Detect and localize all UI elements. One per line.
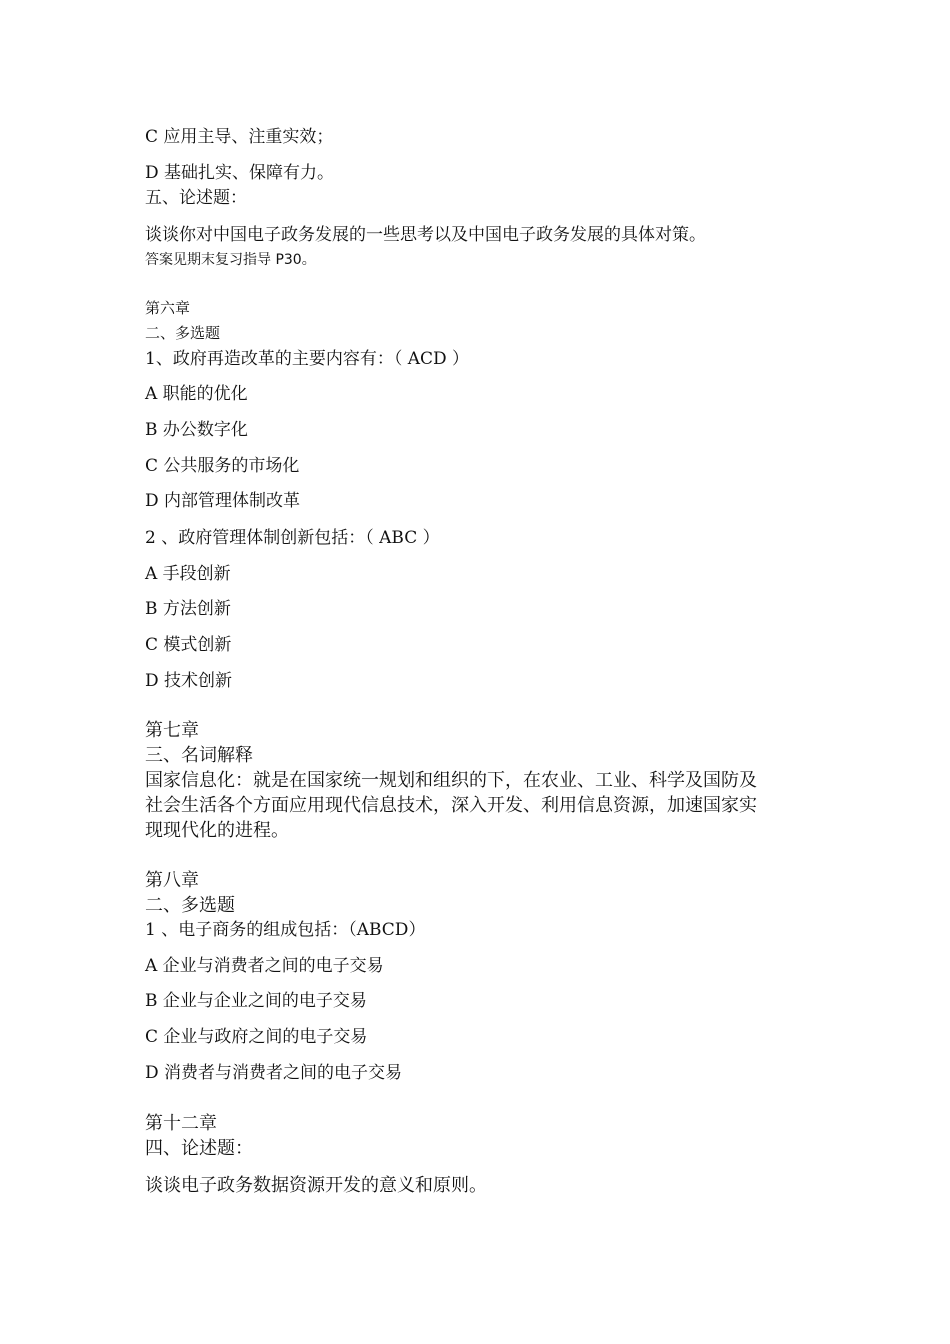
- answer-note: 答案见期末复习指导 P30。: [145, 252, 316, 268]
- chapter-8-title: 第八章: [145, 870, 199, 891]
- chapter-6-section: 二、多选题: [145, 324, 221, 342]
- ch8-q1-option-c: C 企业与政府之间的电子交易: [145, 1027, 368, 1047]
- essay-question: 谈谈你对中国电子政务发展的一些思考以及中国电子政务发展的具体对策。: [145, 225, 706, 245]
- ch6-question-2: 2 、政府管理体制创新包括：（ ABC ）: [145, 528, 440, 548]
- ch6-q2-option-b: B 方法创新: [145, 599, 231, 619]
- definition-line-3: 现现代化的进程。: [145, 820, 289, 841]
- chapter-8-section: 二、多选题: [145, 895, 235, 916]
- ch8-question-1: 1 、电子商务的组成包括：（ABCD）: [145, 920, 426, 940]
- ch8-q1-option-b: B 企业与企业之间的电子交易: [145, 991, 367, 1011]
- chapter-7-section: 三、名词解释: [145, 745, 253, 766]
- ch6-q1-option-b: B 办公数字化: [145, 420, 248, 440]
- definition-line-1: 国家信息化：就是在国家统一规划和组织的下，在农业、工业、科学及国防及: [145, 770, 757, 791]
- ch6-q2-option-a: A 手段创新: [145, 564, 231, 584]
- ch6-q1-option-c: C 公共服务的市场化: [145, 456, 300, 476]
- essay-heading: 五、论述题：: [145, 188, 247, 208]
- ch6-q1-option-d: D 内部管理体制改革: [145, 491, 301, 511]
- ch6-question-1: 1、政府再造改革的主要内容有：（ ACD ）: [145, 349, 470, 369]
- chapter-12-section: 四、论述题：: [145, 1138, 253, 1159]
- ch6-q2-option-d: D 技术创新: [145, 671, 233, 691]
- chapter-6-title: 第六章: [145, 299, 191, 317]
- ch8-q1-option-d: D 消费者与消费者之间的电子交易: [145, 1063, 403, 1083]
- option-d: D 基础扎实、保障有力。: [145, 163, 335, 183]
- ch6-q2-option-c: C 模式创新: [145, 635, 232, 655]
- chapter-12-title: 第十二章: [145, 1113, 217, 1134]
- ch8-q1-option-a: A 企业与消费者之间的电子交易: [145, 956, 384, 976]
- ch12-essay-question: 谈谈电子政务数据资源开发的意义和原则。: [145, 1175, 487, 1196]
- chapter-7-title: 第七章: [145, 720, 199, 741]
- option-c: C 应用主导、注重实效；: [145, 127, 334, 147]
- definition-line-2: 社会生活各个方面应用现代信息技术，深入开发、利用信息资源，加速国家实: [145, 795, 757, 816]
- ch6-q1-option-a: A 职能的优化: [145, 384, 248, 404]
